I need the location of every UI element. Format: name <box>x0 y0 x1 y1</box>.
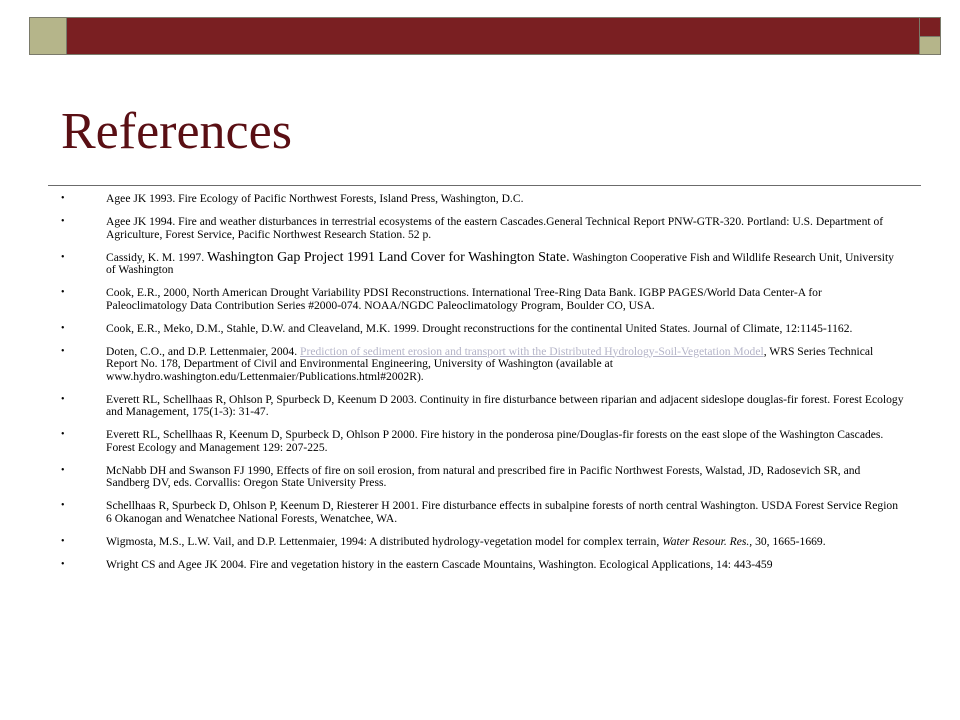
bullet-icon: • <box>61 193 65 204</box>
bullet-icon: • <box>61 251 65 263</box>
reference-item <box>55 323 905 336</box>
reference-item <box>55 394 905 419</box>
bullet-icon: • <box>61 345 65 357</box>
reference-text: Everett RL, Schellhaas R, Ohlson P, Spurbeck D, Keenum D 2003. Continuity in fire disturbance between riparian and adjacent sideslope douglas-fir forest. Forest Ecology and Management, 175(1-3): 31-47. <box>106 392 904 418</box>
reference-text: Wigmosta, M.S., L.W. Vail, and D.P. Lettenmaier, 1994: A distributed hydrology-vegetation model for complex terrain, <box>106 534 663 548</box>
reference-item <box>55 216 905 241</box>
reference-text: , WRS Series Technical Report No. 178, Department of Civil and Environmental Engineering, University of Washington (available at www.hydro.washington.edu/Lettenmaier/Publications.html#2002R). <box>106 344 874 383</box>
reference-text: Agee JK 1994. Fire and weather disturbances in terrestrial ecosystems of the eastern Cascades.General Technical Report PNW-GTR-320. Portland: U.S. Department of Agriculture, Forest Service, Pacific Northwest Research Station. 52 p. <box>106 215 884 241</box>
reference-item <box>55 536 905 549</box>
reference-text: 30, 1665-1669. <box>752 534 826 548</box>
reference-link[interactable]: Prediction of sediment erosion and transport with the Distributed Hydrology-Soil-Vegetation Model <box>300 344 764 358</box>
bullet-icon: • <box>61 535 65 547</box>
bullet-icon: • <box>61 464 65 476</box>
reference-item <box>55 465 905 490</box>
reference-text: Cook, E.R., Meko, D.M., Stahle, D.W. and Cleaveland, M.K. 1999. Drought reconstructions for the continental United States. Journal of Climate, 12:1145-1162. <box>106 321 853 335</box>
bullet-icon: • <box>61 216 65 227</box>
header-bar-maroon-segment <box>67 18 919 54</box>
reference-text: Wright CS and Agee JK 2004. Fire and vegetation history in the eastern Cascade Mountains, Washington. Ecological Applications, 14: 443-459 <box>106 557 773 571</box>
title-divider <box>48 185 921 186</box>
header-bar-olive-segment <box>30 18 67 54</box>
reference-item <box>55 500 905 525</box>
reference-item <box>55 287 905 312</box>
journal-name: Water Resour. Res., <box>662 534 753 548</box>
reference-list <box>55 193 905 582</box>
reference-text: Everett RL, Schellhaas R, Keenum D, Spurbeck D, Ohlson P 2000. Fire history in the ponderosa pine/Douglas-fir forests on the east slope of the Washington Cascades. Forest Ecology and Management 129: 207-225. <box>106 428 884 454</box>
reference-text: Schellhaas R, Spurbeck D, Ohlson P, Keenum D, Riesterer H 2001. Fire disturbance effects in subalpine forests of north central Washington. USDA Forest Service Region 6 Okanogan and Wenatchee National Forests, Wenatchee, WA. <box>106 499 899 525</box>
reference-text: Doten, C.O., and D.P. Lettenmaier, 2004. <box>106 344 301 358</box>
reference-item <box>55 193 905 206</box>
reference-text: Washington Cooperative Fish and Wildlife Research Unit, University of Washington <box>106 250 894 276</box>
reference-text: Cassidy, K. M. 1997. <box>106 250 208 264</box>
corner-olive-square <box>920 36 940 54</box>
reference-text: Agee JK 1993. Fire Ecology of Pacific Northwest Forests, Island Press, Washington, D.C. <box>106 192 524 205</box>
bullet-icon: • <box>61 429 65 440</box>
reference-item <box>55 346 905 384</box>
reference-title: Washington Gap Project 1991 Land Cover for Washington State. <box>207 249 570 265</box>
bullet-icon: • <box>61 558 65 570</box>
header-corner-decoration <box>919 17 941 55</box>
corner-maroon-square <box>920 18 940 36</box>
bullet-icon: • <box>61 393 65 405</box>
bullet-icon: • <box>61 322 65 334</box>
bullet-icon: • <box>61 500 65 511</box>
reference-text: Cook, E.R., 2000, North American Drought Variability PDSI Reconstructions. International Tree-Ring Data Bank. IGBP PAGES/World Data Center-A for Paleoclimatology Data Contribution Series #2000-074. NOAA/NGDC Paleoclimatology Program, Boulder CO, USA. <box>106 286 822 312</box>
bullet-icon: • <box>61 287 65 298</box>
reference-item <box>55 429 905 454</box>
reference-text: McNabb DH and Swanson FJ 1990, Effects of fire on soil erosion, from natural and prescribed fire in Pacific Northwest Forests, Walstad, JD, Radosevich SR, and Sandberg DV, eds. Corvallis: Oregon State University Press. <box>106 463 861 489</box>
header-decoration-bar <box>29 17 920 55</box>
slide-title: References <box>61 103 292 160</box>
reference-item <box>55 249 905 277</box>
reference-item <box>55 559 905 572</box>
